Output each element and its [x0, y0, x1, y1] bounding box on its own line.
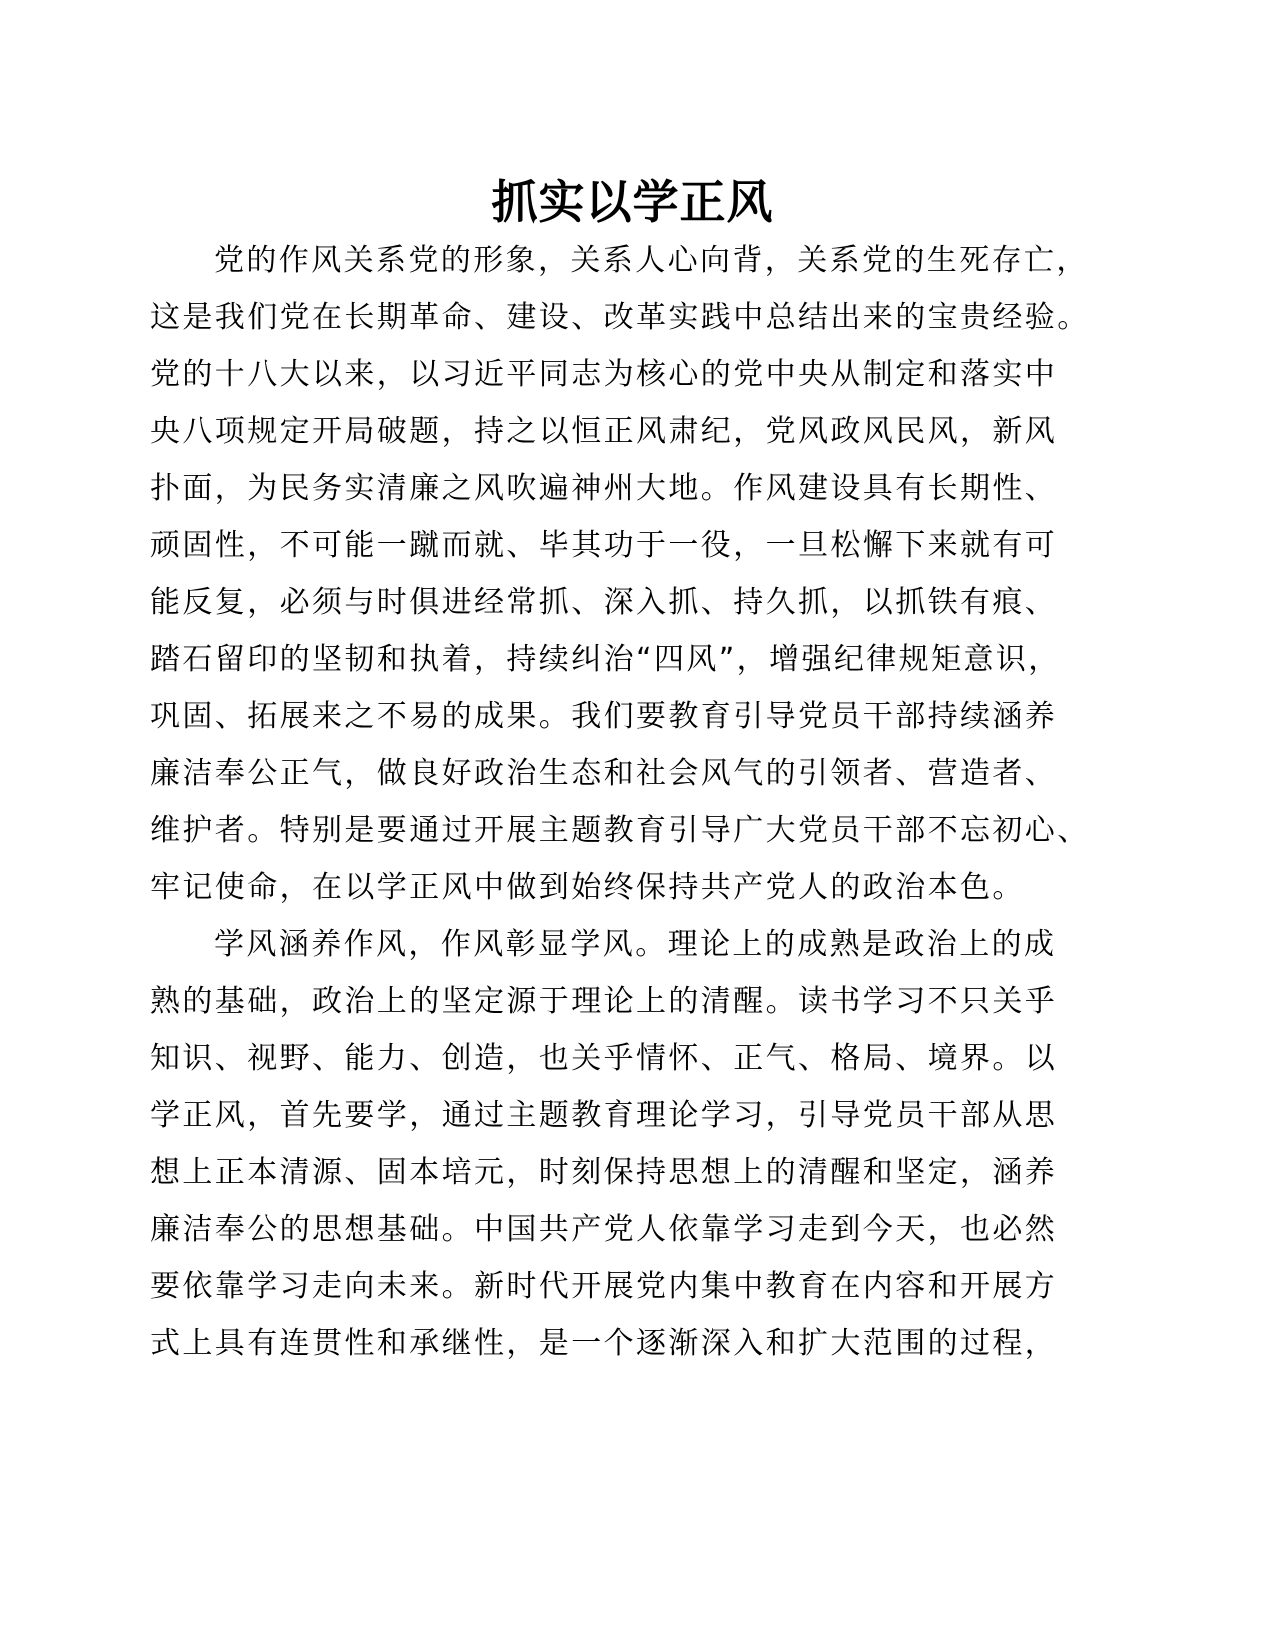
- paragraph-2-line: 廉洁奉公的思想基础。中国共产党人依靠学习走到今天，也必然: [150, 1212, 1058, 1247]
- document-body: [150, 232, 1090, 1372]
- paragraph-1-line: 维护者。特别是要通过开展主题教育引导广大党员干部不忘初心、: [150, 813, 1090, 848]
- paragraph-2-line: 式上具有连贯性和承继性，是一个逐渐深入和扩大范围的过程，: [150, 1326, 1058, 1361]
- paragraph-2-line: 要依靠学习走向未来。新时代开展党内集中教育在内容和开展方: [150, 1269, 1058, 1304]
- paragraph-1-line: 牢记使命，在以学正风中做到始终保持共产党人的政治本色。: [150, 870, 1025, 905]
- document-title: 抓实以学正风: [491, 175, 774, 229]
- paragraph-1-line: 党的十八大以来，以习近平同志为核心的党中央从制定和落实中: [150, 357, 1058, 392]
- paragraph-1-line: 廉洁奉公正气，做良好政治生态和社会风气的引领者、营造者、: [150, 756, 1058, 791]
- paragraph-1-line: 央八项规定开局破题，持之以恒正风肃纪，党风政风民风，新风: [150, 414, 1058, 449]
- paragraph-1-line: 踏石留印的坚韧和执着，持续纠治“四风”，增强纪律规矩意识，: [150, 642, 1061, 677]
- paragraph-2-line: 想上正本清源、固本培元，时刻保持思想上的清醒和坚定，涵养: [150, 1155, 1058, 1190]
- paragraph-1-line: 巩固、拓展来之不易的成果。我们要教育引导党员干部持续涵养: [150, 699, 1058, 734]
- paragraph-1-line: 扑面，为民务实清廉之风吹遍神州大地。作风建设具有长期性、: [150, 471, 1058, 506]
- paragraph-1-line: 能反复，必须与时俱进经常抓、深入抓、持久抓，以抓铁有痕、: [150, 585, 1058, 620]
- paragraph-1-line: 党的作风关系党的形象，关系人心向背，关系党的生死存亡，: [214, 243, 1089, 278]
- paragraph-1-line: 这是我们党在长期革命、建设、改革实践中总结出来的宝贵经验。: [150, 300, 1090, 335]
- paragraph-2-line: 学风涵养作风，作风彰显学风。理论上的成熟是政治上的成: [214, 927, 1057, 962]
- paragraph-1-line: 顽固性，不可能一蹴而就、毕其功于一役，一旦松懈下来就有可: [150, 528, 1058, 563]
- paragraph-2-line: 学正风，首先要学，通过主题教育理论学习，引导党员干部从思: [150, 1098, 1058, 1133]
- paragraph-2-line: 知识、视野、能力、创造，也关乎情怀、正气、格局、境界。以: [150, 1041, 1058, 1076]
- paragraph-2-line: 熟的基础，政治上的坚定源于理论上的清醒。读书学习不只关乎: [150, 984, 1058, 1019]
